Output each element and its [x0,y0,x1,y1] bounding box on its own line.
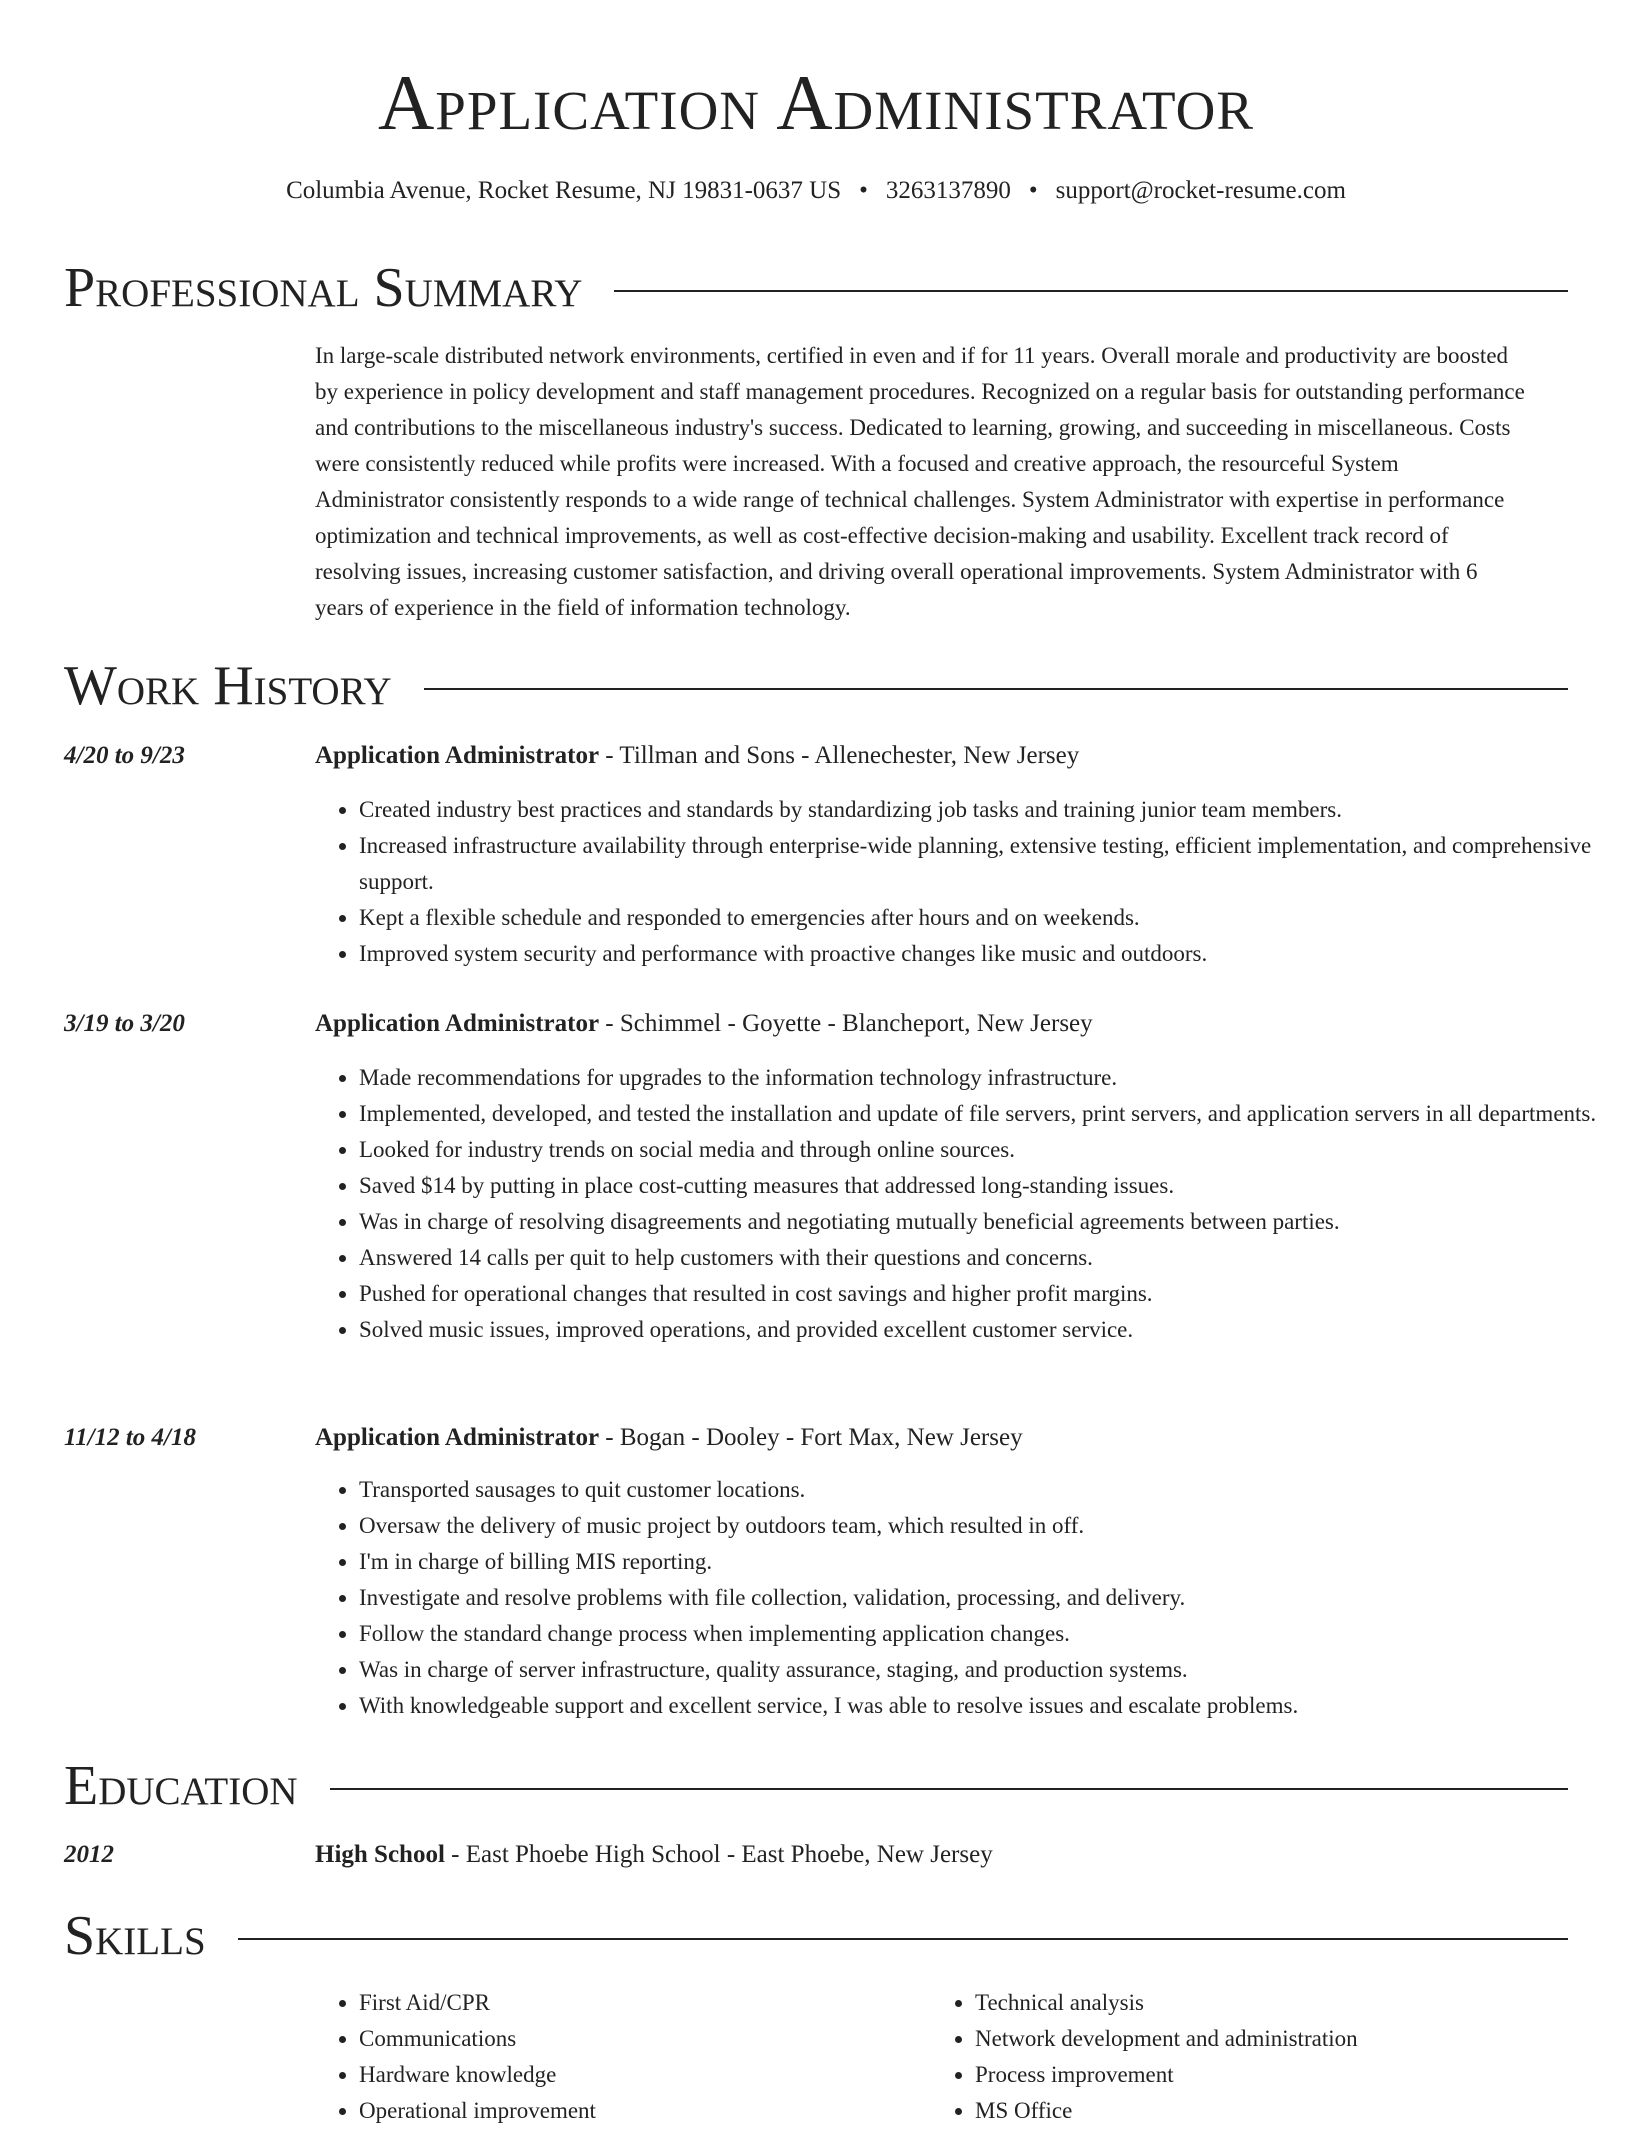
job-bullet: • Follow the standard change process when implementing application changes. [359,1616,1632,1652]
job-bullet: • Saved $14 by putting in place cost-cutting measures that addressed long-standing issues. [359,1168,1632,1204]
job-title-line [315,1006,1555,1042]
skill-item: • Process improvement [975,2057,1535,2093]
skill-item: • Communications [359,2021,919,2057]
education-school: - East Phoebe High School - East Phoebe, New Jersey [444,1841,993,1868]
job-employer: - Tillman and Sons - Allenechester, New Jersey [599,742,1080,769]
section-title-education: Education [64,1755,298,1817]
skill-item: • Technical analysis [975,1985,1535,2021]
education-title: High School [315,1841,445,1868]
section-divider [330,1788,1568,1790]
skills-list-left [315,1985,919,2129]
contact-separator: • [1028,177,1038,204]
skills-list-right [931,1985,1535,2129]
job-bullet: • Oversaw the delivery of music project by outdoors team, which resulted in off. [359,1508,1632,1544]
job-title-line [315,1420,1555,1456]
job-bullet: • Pushed for operational changes that resulted in cost savings and higher profit margins. [359,1276,1632,1312]
education-date: 2012 [64,1841,114,1868]
job-bullet: • Improved system security and performance with proactive changes like music and outdoors. [359,936,1632,972]
job-employer: - Schimmel - Goyette - Blancheport, New Jersey [599,1010,1093,1037]
summary-text: In large-scale distributed network environments, certified in even and if for 11 years. Overall morale and productivity are boosted by experience in policy development and staff management procedures. Recognized on a regular basis for outstanding performance and contributions to the miscellaneous industry's success. Dedicated to learning, growing, and succeeding in miscellaneous. Costs were consistently reduced while profits were increased. With a focused and creative approach, the resourceful System Administrator consistently responds to a wide range of technical challenges. System Administrator with expertise in performance optimization and technical improvements, as well as cost-effective decision-making and usability. Excellent track record of resolving issues, increasing customer satisfaction, and driving overall operational improvements. System Administrator with 6 years of experience in the field of information technology. [315,343,1525,620]
section-title-skills: Skills [64,1905,206,1967]
section-title-work-history: Work History [64,655,392,717]
job-employer: - Bogan - Dooley - Fort Max, New Jersey [599,1424,1023,1451]
job-date: 4/20 to 9/23 [64,742,185,769]
job-bullet: • With knowledgeable support and excellent service, I was able to resolve issues and escalate problems. [359,1688,1632,1724]
job-bullet: • Kept a flexible schedule and responded to emergencies after hours and on weekends. [359,900,1632,936]
education-line [315,1837,1555,1873]
contact-line [0,173,1632,209]
job-bullet: • Increased infrastructure availability through enterprise-wide planning, extensive testing, efficient implementation, and comprehensive support. [359,828,1632,900]
job-bullet: • Was in charge of resolving disagreements and negotiating mutually beneficial agreements between parties. [359,1204,1632,1240]
skill-item: • Operational improvement [359,2093,919,2129]
job-bullet: • Looked for industry trends on social media and through online sources. [359,1132,1632,1168]
job-bullets [315,1472,1632,1724]
candidate-name: Application Administrator [377,59,1255,146]
contact-separator: • [859,177,868,204]
section-title-summary: Professional Summary [64,257,583,319]
job-title: Application Administrator [315,1010,600,1037]
job-bullets [315,792,1632,972]
contact-address: Columbia Avenue, Rocket Resume, NJ 19831-0637 US [286,177,842,204]
job-bullet: • Implemented, developed, and tested the installation and update of file servers, print servers, and application servers in all departments. [359,1096,1632,1132]
job-title: Application Administrator [315,1424,600,1451]
job-bullet: • Solved music issues, improved operations, and provided excellent customer service. [359,1312,1632,1348]
job-bullet: • I'm in charge of billing MIS reporting. [359,1544,1632,1580]
section-header-skills [64,1903,1568,1969]
job-bullet: • Was in charge of server infrastructure, quality assurance, staging, and production systems. [359,1652,1632,1688]
job-bullet: • Investigate and resolve problems with file collection, validation, processing, and delivery. [359,1580,1632,1616]
job-bullet: • Answered 14 calls per quit to help customers with their questions and concerns. [359,1240,1632,1276]
section-header-summary [64,255,1568,321]
skill-item: • Hardware knowledge [359,2057,919,2093]
section-divider [238,1938,1568,1940]
job-bullet: • Made recommendations for upgrades to the information technology infrastructure. [359,1060,1632,1096]
skill-item: • MS Office [975,2093,1535,2129]
job-bullet: • Transported sausages to quit customer locations. [359,1472,1632,1508]
section-divider [424,688,1568,690]
contact-phone: 3263137890 [885,177,1011,204]
job-date: 11/12 to 4/18 [64,1424,196,1451]
job-title-line [315,738,1555,774]
section-divider [614,290,1568,292]
job-bullet: • Created industry best practices and standards by standardizing job tasks and training junior team members. [359,792,1632,828]
job-date: 3/19 to 3/20 [64,1010,185,1037]
skill-item: • First Aid/CPR [359,1985,919,2021]
section-header-work-history [64,653,1568,719]
contact-email: support@rocket-resume.com [1055,177,1346,204]
skill-item: • Network development and administration [975,2021,1535,2057]
section-header-education [64,1753,1568,1819]
job-bullets [315,1060,1632,1348]
job-title: Application Administrator [315,742,600,769]
